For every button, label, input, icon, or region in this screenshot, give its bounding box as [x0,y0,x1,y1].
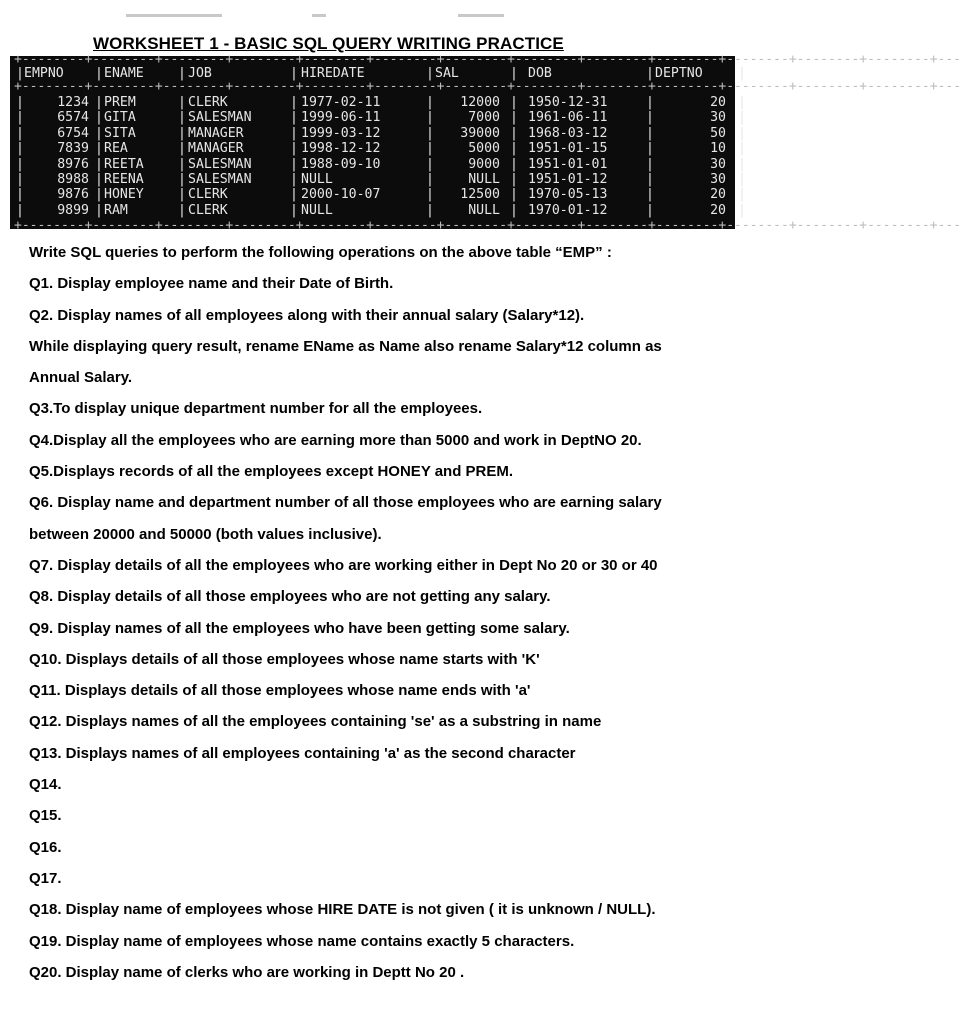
table-top-border: +--------+--------+--------+--------+--------+--------+--------+--------+--------+--------+--------+--------+--------+--- [14,52,961,67]
question-line: Q9. Display names of all the employees who have been getting some salary. [29,619,570,637]
question-line: Q11. Displays details of all those employees whose name ends with 'a' [29,682,531,700]
column-separator: | [290,66,298,81]
column-separator: | [178,141,186,157]
dob-cell: 1970-01-12 [528,202,608,218]
column-separator: | [95,66,103,81]
column-separator: | [16,156,24,172]
sal-cell: 7000 [468,110,500,126]
sal-cell: 12500 [460,187,500,203]
column-separator: | [646,110,654,126]
column-separator: | [16,141,24,157]
column-separator: | [646,187,654,203]
column-separator: | [16,202,24,218]
column-separator: | [426,95,434,110]
column-separator: | [95,172,103,187]
column-header-empno: EMPNO [24,66,64,81]
ename-cell: REENA [104,172,144,187]
column-separator: | [510,202,518,218]
column-separator: | [510,125,518,141]
column-separator: | [426,202,434,218]
column-separator: | [646,202,654,218]
sal-cell: NULL [468,202,500,218]
column-separator: | [510,141,518,157]
ename-cell: HONEY [104,187,144,203]
deptno-cell: 30 [710,172,726,187]
column-separator: | [426,125,434,141]
cropped-header-fragment [120,6,520,20]
question-line: Q8. Display details of all those employees who are not getting any salary. [29,588,551,606]
column-separator: | [510,187,518,203]
column-separator: | [290,202,298,218]
ename-cell: REETA [104,156,144,172]
job-cell: SALESMAN [188,172,252,187]
empno-cell: 1234 [57,95,89,110]
question-line: Q5.Displays records of all the employees except HONEY and PREM. [29,463,514,481]
question-line: Q13. Displays names of all employees containing 'a' as the second character [29,744,576,762]
column-separator: | [738,156,746,172]
job-cell: CLERK [188,202,228,218]
column-header-sal: SAL [435,66,459,81]
question-list [29,241,729,992]
question-line: Q10. Displays details of all those employees whose name starts with 'K' [29,650,540,668]
column-separator: | [510,66,518,81]
column-separator: | [426,172,434,187]
column-separator: | [178,110,186,126]
column-separator: | [95,141,103,157]
table-header-border: +--------+--------+--------+--------+--------+--------+--------+--------+--------+--------+--------+--------+--------+--- [14,79,961,94]
empno-cell: 8988 [57,172,89,187]
column-separator: | [738,66,746,81]
hiredate-cell: 2000-10-07 [301,187,381,203]
column-separator: | [738,202,746,218]
deptno-cell: 50 [710,125,726,141]
column-separator: | [510,110,518,126]
column-separator: | [426,141,434,157]
ename-cell: SITA [104,125,136,141]
question-line: Q6. Display name and department number of all those employees who are earning salary [29,494,662,512]
ename-cell: PREM [104,95,136,110]
column-separator: | [646,172,654,187]
column-separator: | [95,110,103,126]
table-row [10,187,746,203]
column-separator: | [290,141,298,157]
column-separator: | [646,66,654,81]
column-separator: | [16,110,24,126]
question-line: Q20. Display name of clerks who are working in Deptt No 20 . [29,963,465,981]
empno-cell: 6574 [57,110,89,126]
hiredate-cell: 1988-09-10 [301,156,381,172]
column-separator: | [16,187,24,203]
job-cell: SALESMAN [188,110,252,126]
sal-cell: NULL [468,172,500,187]
table-bottom-border: +--------+--------+--------+--------+--------+--------+--------+--------+--------+--------+--------+--------+--------+--- [14,218,961,233]
column-separator: | [16,95,24,110]
deptno-cell: 10 [710,141,726,157]
question-line: Q16. [29,838,62,856]
column-separator: | [646,141,654,157]
worksheet-title: WORKSHEET 1 - BASIC SQL QUERY WRITING PRACTICE [93,34,564,53]
table-row [10,95,746,110]
empno-cell: 9899 [57,202,89,218]
dob-cell: 1950-12-31 [528,95,608,110]
question-line: Q3.To display unique department number for all the employees. [29,400,483,418]
question-line: Q14. [29,776,62,794]
hiredate-cell: 1999-06-11 [301,110,381,126]
ename-cell: REA [104,141,128,157]
deptno-cell: 20 [710,95,726,110]
column-separator: | [290,156,298,172]
hiredate-cell: 1998-12-12 [301,141,381,157]
hiredate-cell: 1977-02-11 [301,95,381,110]
column-separator: | [426,66,434,81]
question-line: Q4.Display all the employees who are earning more than 5000 and work in DeptNO 20. [29,431,642,449]
question-line: Q19. Display name of employees whose name contains exactly 5 characters. [29,932,575,950]
column-separator: | [16,66,24,81]
instructions-text: Write SQL queries to perform the following operations on the above table “EMP” : [29,244,612,261]
column-separator: | [178,187,186,203]
column-separator: | [510,172,518,187]
column-separator: | [16,172,24,187]
ename-cell: RAM [104,202,128,218]
deptno-cell: 20 [710,202,726,218]
table-row [10,141,746,157]
hiredate-cell: NULL [301,172,333,187]
empno-cell: 7839 [57,141,89,157]
column-separator: | [738,141,746,157]
job-cell: MANAGER [188,141,244,157]
table-row [10,110,746,126]
column-separator: | [178,172,186,187]
column-separator: | [95,187,103,203]
dob-cell: 1951-01-01 [528,156,608,172]
column-separator: | [426,110,434,126]
column-separator: | [738,110,746,126]
column-separator: | [178,202,186,218]
column-separator: | [95,95,103,110]
table-row [10,156,746,172]
deptno-cell: 30 [710,110,726,126]
question-line: Q1. Display employee name and their Date of Birth. [29,275,394,293]
column-separator: | [95,156,103,172]
question-line: Q18. Display name of employees whose HIRE DATE is not given ( it is unknown / NULL). [29,901,656,919]
column-separator: | [510,156,518,172]
column-header-deptno: DEPTNO [655,66,703,81]
sal-cell: 39000 [460,125,500,141]
dob-cell: 1968-03-12 [528,125,608,141]
column-separator: | [510,95,518,110]
column-separator: | [738,172,746,187]
column-header-hiredate: HIREDATE [301,66,365,81]
sal-cell: 9000 [468,156,500,172]
column-header-job: JOB [188,66,212,81]
column-separator: | [178,125,186,141]
dob-cell: 1951-01-15 [528,141,608,157]
column-separator: | [95,125,103,141]
question-line: Q12. Displays names of all the employees containing 'se' as a substring in name [29,713,602,731]
column-separator: | [178,66,186,81]
question-line: between 20000 and 50000 (both values inclusive). [29,525,382,543]
column-separator: | [426,156,434,172]
column-separator: | [290,95,298,110]
column-separator: | [646,95,654,110]
column-separator: | [290,172,298,187]
column-separator: | [290,187,298,203]
ename-cell: GITA [104,110,136,126]
empno-cell: 8976 [57,156,89,172]
column-separator: | [95,202,103,218]
column-separator: | [16,125,24,141]
deptno-cell: 30 [710,156,726,172]
column-separator: | [738,125,746,141]
column-separator: | [646,156,654,172]
column-separator: | [738,95,746,110]
column-header-ename: ENAME [104,66,144,81]
hiredate-cell: NULL [301,202,333,218]
question-line: Annual Salary. [29,369,133,387]
question-line: While displaying query result, rename EName as Name also rename Salary*12 column as [29,337,662,355]
emp-table-terminal [10,52,961,233]
hiredate-cell: 1999-03-12 [301,125,381,141]
question-line: Q2. Display names of all employees along with their annual salary (Salary*12). [29,306,585,324]
column-separator: | [426,187,434,203]
table-row [10,202,746,218]
dob-cell: 1970-05-13 [528,187,608,203]
job-cell: CLERK [188,95,228,110]
column-separator: | [646,125,654,141]
deptno-cell: 20 [710,187,726,203]
empno-cell: 6754 [57,125,89,141]
question-line: Q17. [29,869,62,887]
job-cell: CLERK [188,187,228,203]
column-separator: | [738,187,746,203]
job-cell: MANAGER [188,125,244,141]
dob-cell: 1951-01-12 [528,172,608,187]
table-row [10,172,746,187]
empno-cell: 9876 [57,187,89,203]
column-header-dob: DOB [528,66,552,81]
column-separator: | [290,110,298,126]
job-cell: SALESMAN [188,156,252,172]
dob-cell: 1961-06-11 [528,110,608,126]
question-line: Q7. Display details of all the employees who are working either in Dept No 20 or 30 or 40 [29,556,658,574]
sal-cell: 12000 [460,95,500,110]
column-separator: | [178,95,186,110]
column-separator: | [290,125,298,141]
table-row [10,125,746,141]
column-separator: | [178,156,186,172]
sal-cell: 5000 [468,141,500,157]
question-line: Q15. [29,807,62,825]
